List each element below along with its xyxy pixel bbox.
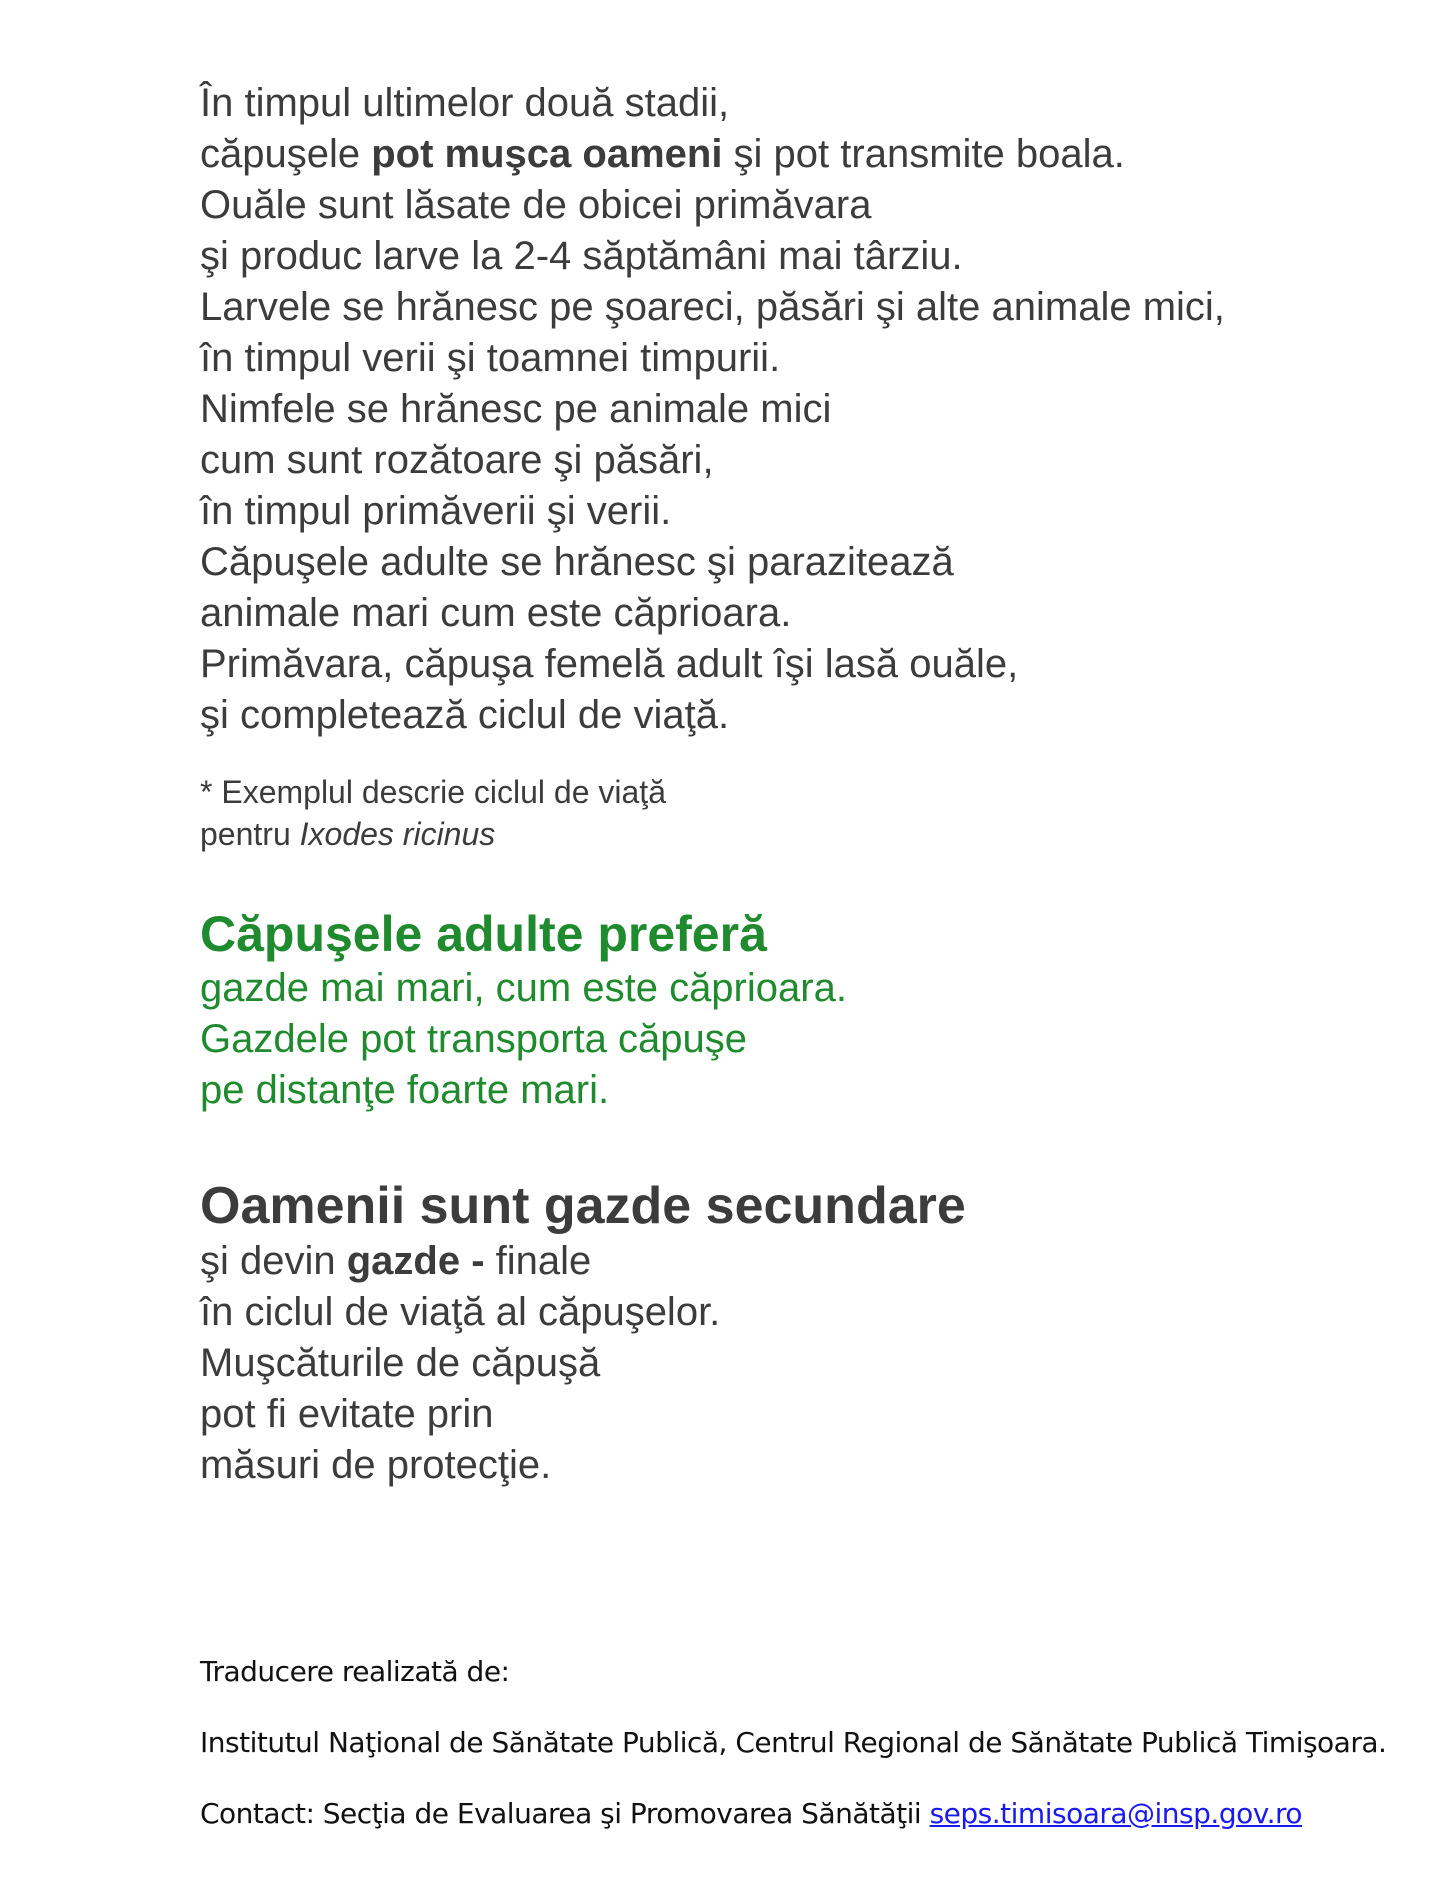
footnote-line: * Exemplul descrie ciclul de viaţă [200, 774, 666, 810]
section-line: gazde mai mari, cum este căprioara. [200, 966, 847, 1010]
section-line: Gazdele pot transporta căpuşe [200, 1017, 748, 1061]
text-line [200, 129, 1400, 180]
text-fragment: finale [484, 1239, 592, 1283]
humans-hosts-section [200, 1176, 1400, 1491]
bold-emphasis: pot muşca oameni [371, 132, 723, 176]
text-line: cum sunt rozătoare şi păsări, [200, 438, 714, 482]
section-line: pe distanţe foarte mari. [200, 1068, 610, 1112]
contact-line [200, 1797, 1420, 1830]
credits [200, 1655, 1420, 1830]
text-fragment: pentru [200, 816, 300, 852]
section-heading: Oamenii sunt gazde secundare [200, 1177, 966, 1235]
text-fragment: căpuşele [200, 132, 372, 176]
contact-email-link[interactable]: seps.timisoara@insp.gov.ro [929, 1797, 1303, 1830]
document-page [200, 78, 1400, 1491]
footnote-line [200, 813, 1400, 855]
text-line: În timpul ultimelor două stadii, [200, 81, 730, 125]
footnote [200, 771, 1400, 855]
adult-ticks-section [200, 905, 1400, 1116]
text-line: Nimfele se hrănesc pe animale mici [200, 387, 832, 431]
text-fragment: şi devin [200, 1239, 347, 1283]
section-line: pot fi evitate prin [200, 1392, 494, 1436]
section-line: Muşcăturile de căpuşă [200, 1341, 601, 1385]
text-fragment: şi pot transmite boala. [722, 132, 1125, 176]
text-line: Larvele se hrănesc pe şoareci, păsări şi alte animale mici, [200, 285, 1225, 329]
text-line: în timpul verii şi toamnei timpurii. [200, 336, 781, 380]
text-line: în timpul primăverii şi verii. [200, 489, 672, 533]
translated-by-label: Traducere realizată de: [200, 1655, 510, 1688]
text-line: Primăvara, căpuşa femelă adult îşi lasă ouăle, [200, 642, 1019, 686]
text-line: animale mari cum este căprioara. [200, 591, 792, 635]
bold-emphasis: gazde - [346, 1239, 485, 1283]
institute-name: Institutul Naţional de Sănătate Publică, Centrul Regional de Sănătate Publică Timişoara. [200, 1726, 1387, 1759]
section-line [200, 1236, 1400, 1287]
text-line: Căpuşele adulte se hrănesc şi parazitează [200, 540, 954, 584]
section-line: măsuri de protecţie. [200, 1443, 552, 1487]
contact-label: Contact: Secţia de Evaluarea şi Promovarea Sănătăţii [200, 1797, 930, 1830]
species-name: Ixodes ricinus [299, 816, 496, 852]
text-line: Ouăle sunt lăsate de obicei primăvara [200, 183, 872, 227]
text-line: şi completează ciclul de viaţă. [200, 693, 730, 737]
section-heading: Căpuşele adulte preferă [200, 906, 767, 962]
text-line: şi produc larve la 2-4 săptămâni mai târziu. [200, 234, 963, 278]
section-line: în ciclul de viaţă al căpuşelor. [200, 1290, 721, 1334]
lifecycle-paragraph [200, 78, 1400, 741]
